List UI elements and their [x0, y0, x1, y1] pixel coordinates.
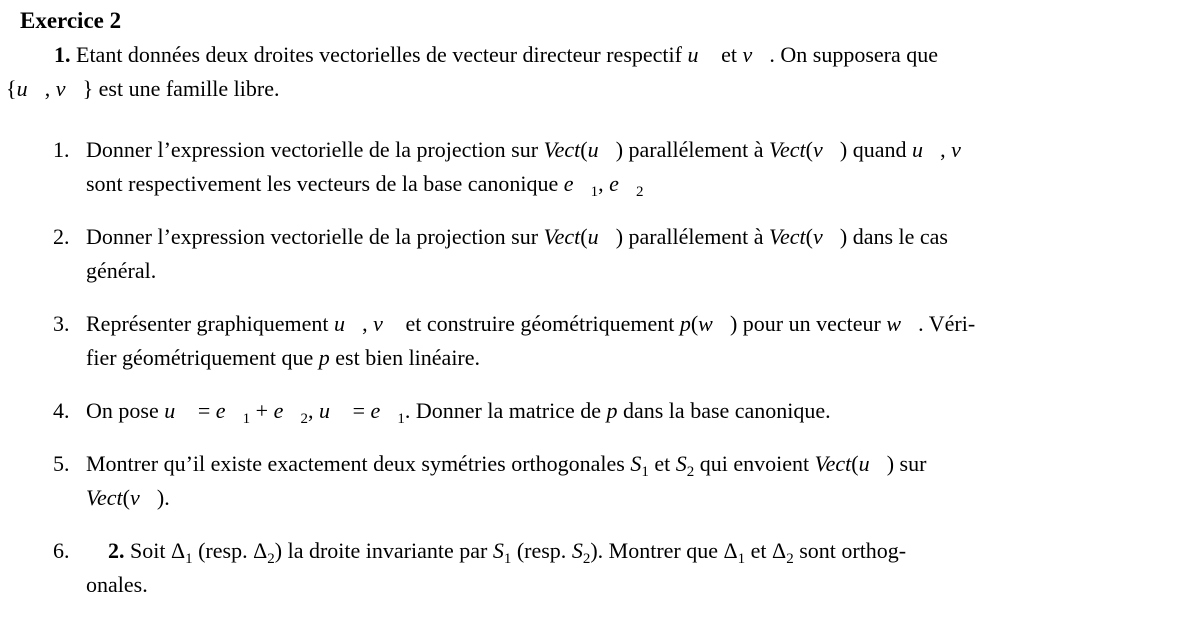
list-item-3	[6, 307, 1191, 375]
item-body	[86, 447, 1191, 515]
item-line: On pose u⃗ = $e⃗_1$ + $e⃗_2$, u⃗ = $e⃗_1$. Donner la matrice de p dans la base canonique.	[86, 398, 831, 427]
item-number: 5.	[53, 451, 70, 476]
item-line: Donner l’expression vectorielle de la projection sur Vect(u⃗) parallélement à Vect(v⃗) quand u⃗, v⃗	[86, 137, 978, 162]
item-line: Montrer qu’il existe exactement deux symétries orthogonales $S_1$ et $S_2$ qui envoient Vect(u⃗) sur	[86, 451, 927, 480]
item-body	[86, 220, 1191, 288]
item-body	[86, 133, 1191, 201]
intro-line-1: 1. Etant données deux droites vectorielles de vecteur directeur respectif u⃗ et v⃗. On supposera que	[54, 42, 939, 67]
list-item-4	[6, 394, 1191, 428]
exercise-list	[6, 133, 1191, 602]
item-line: onales.	[86, 572, 148, 597]
item-number: 2.	[53, 224, 70, 249]
item-number: 1.	[53, 137, 70, 162]
item-line: 2. Soit $\Delta_1$ (resp. $\Delta_2$) la droite invariante par $S_1$ (resp. $S_2$). Montrer que $\Delta_1$ et $\Delta_2$ sont orthog-	[108, 538, 907, 567]
item-line: Vect(v⃗).	[86, 485, 170, 510]
item-line: Donner l’expression vectorielle de la projection sur Vect(u⃗) parallélement à Vect(v⃗) dans le cas	[86, 224, 948, 249]
item-line: Représenter graphiquement u⃗, v⃗ et construire géométriquement p(w⃗) pour un vecteur w⃗. Véri-	[86, 311, 976, 336]
list-item-6	[6, 534, 1191, 602]
intro-paragraph	[6, 38, 1191, 106]
item-body	[86, 307, 1191, 375]
item-body	[86, 394, 1191, 428]
item-number: 3.	[53, 311, 70, 336]
item-line: sont respectivement les vecteurs de la base canonique $e⃗_1$, $e⃗_2$	[86, 171, 644, 200]
item-number: 6.	[53, 538, 70, 563]
intro-line-2: {u⃗, v⃗} est une famille libre.	[6, 76, 280, 101]
list-item-1	[6, 133, 1191, 201]
list-item-2	[6, 220, 1191, 288]
item-line: fier géométriquement que p est bien linéaire.	[86, 345, 481, 370]
list-item-5	[6, 447, 1191, 515]
item-body	[86, 534, 1191, 602]
exercise-title: Exercice 2	[20, 8, 122, 33]
item-number: 4.	[53, 398, 70, 423]
item-line: général.	[86, 258, 157, 283]
